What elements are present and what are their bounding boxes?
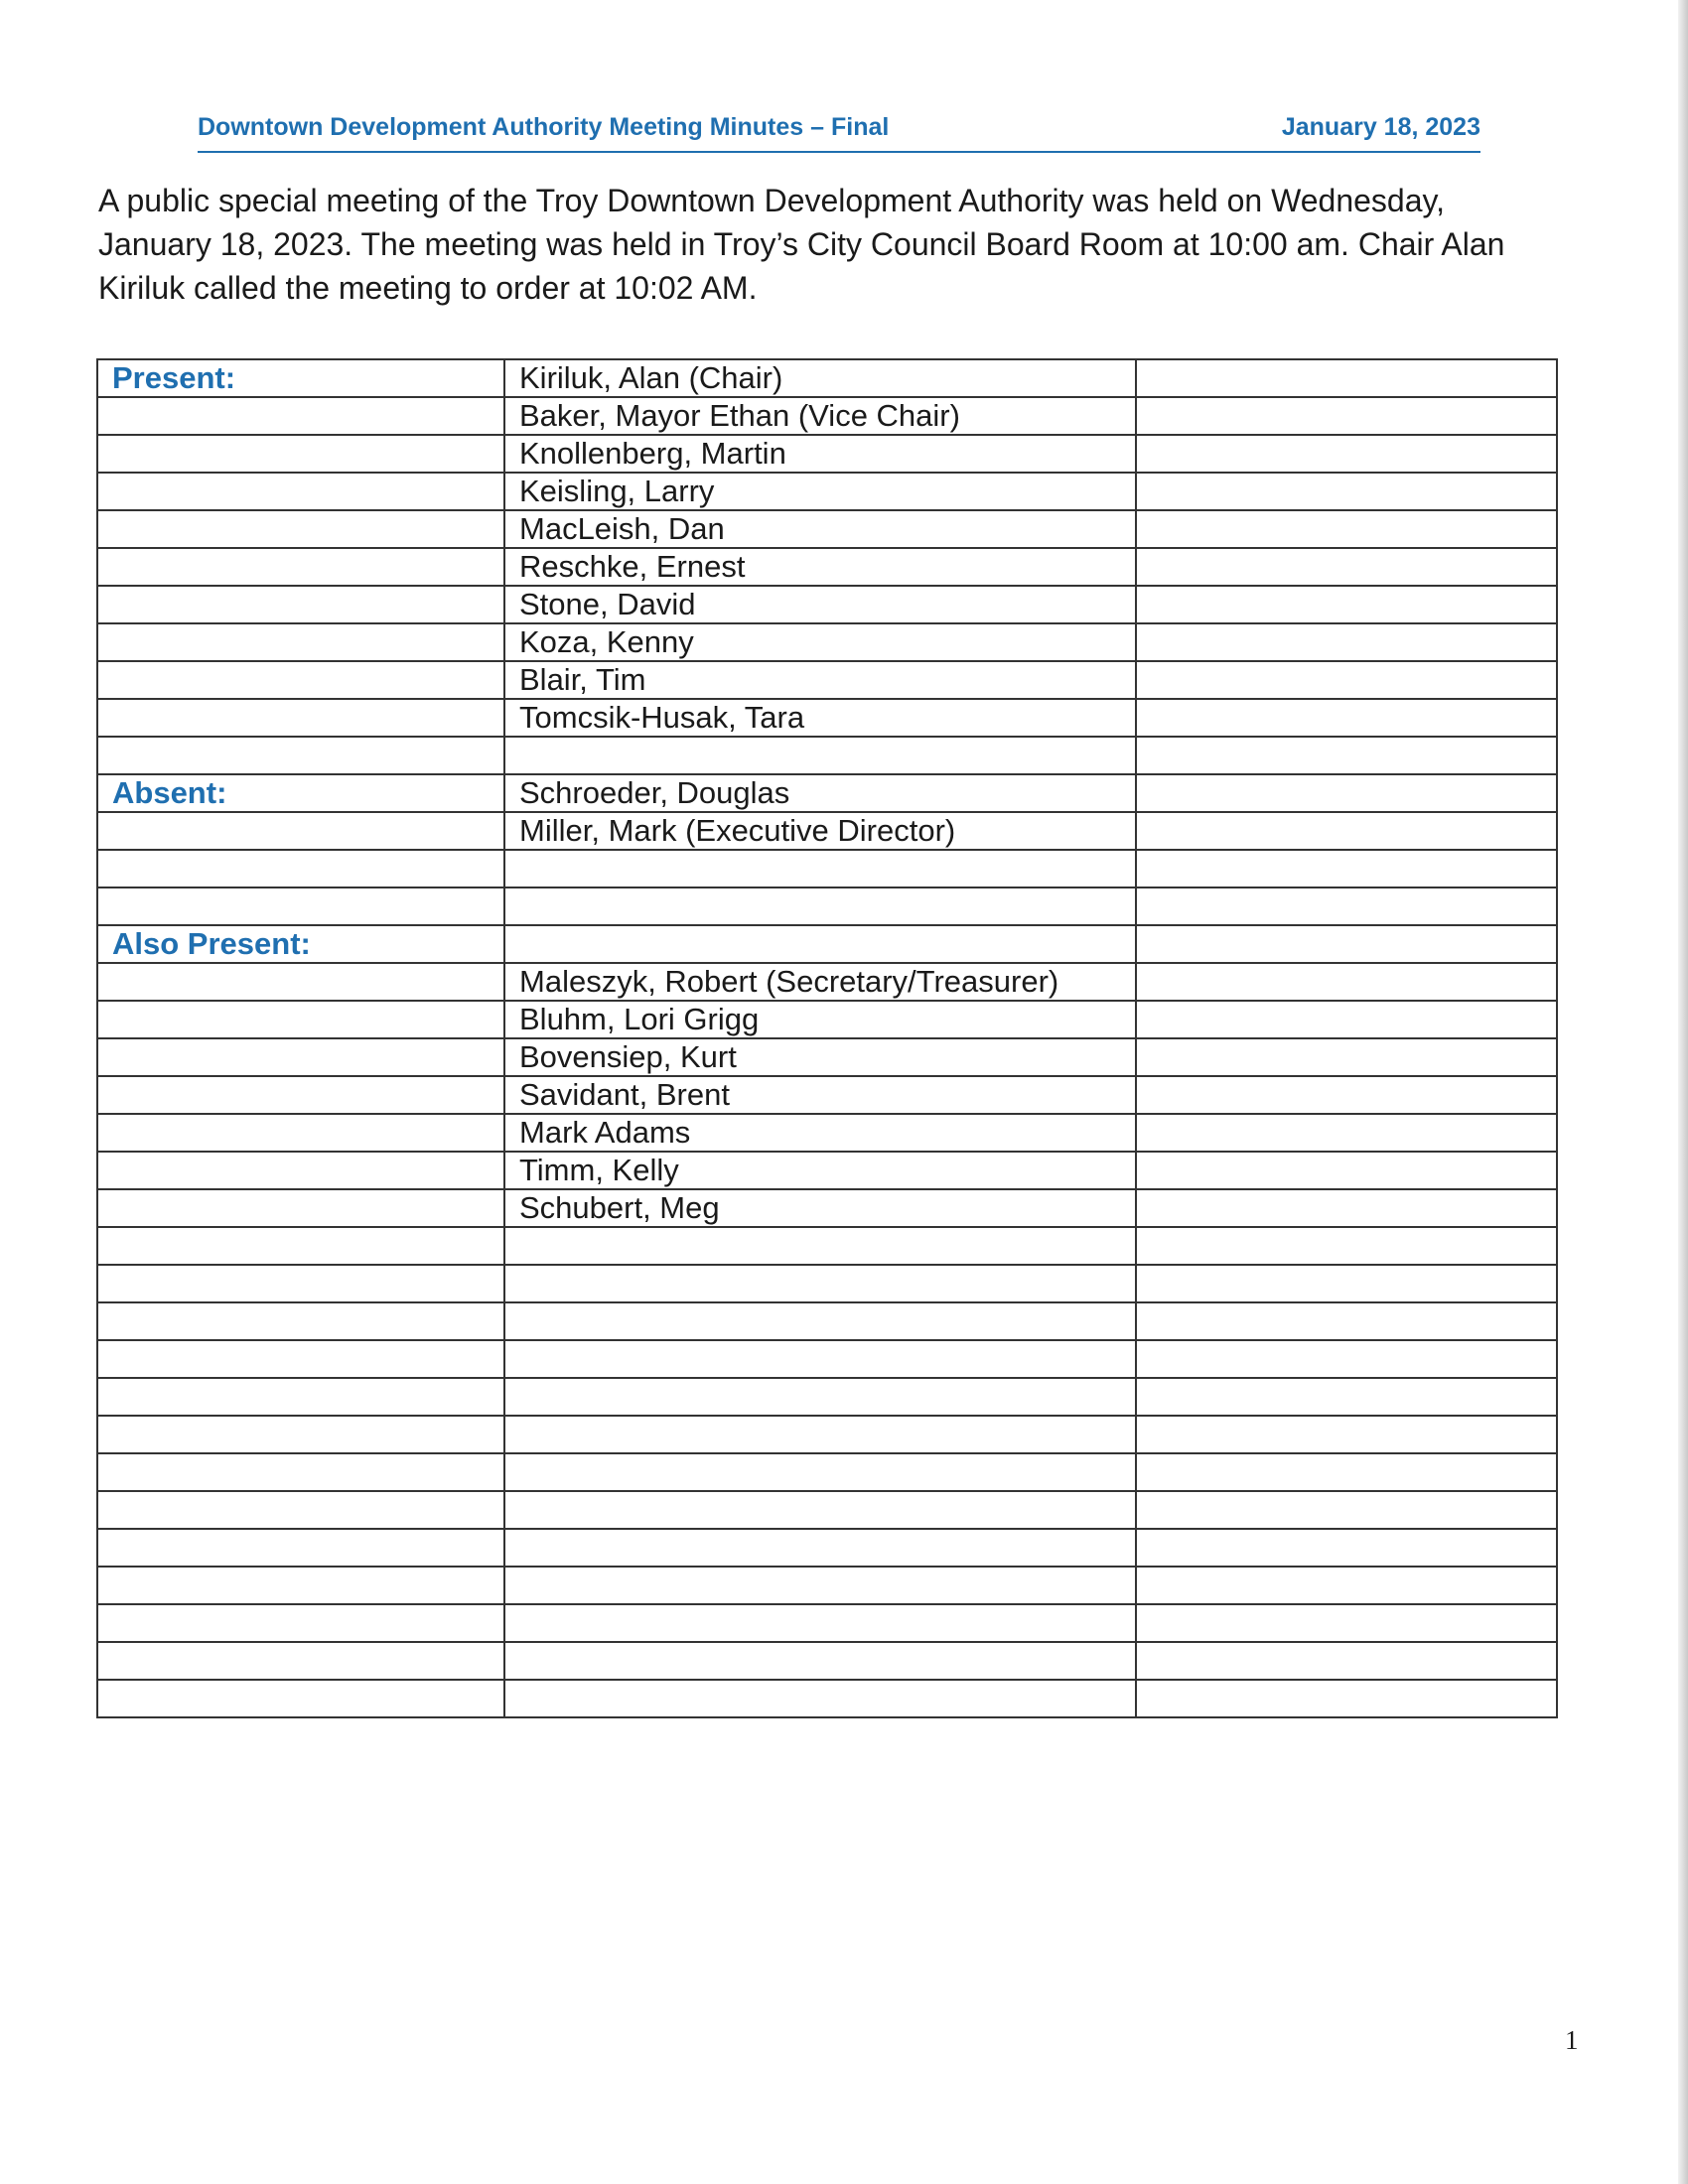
section-label-cell xyxy=(97,1114,504,1152)
table-row xyxy=(97,699,1557,737)
section-label-cell xyxy=(97,699,504,737)
table-row xyxy=(97,1038,1557,1076)
header-date: January 18, 2023 xyxy=(1281,113,1480,141)
table-row xyxy=(97,737,1557,774)
section-label-cell xyxy=(97,1152,504,1189)
section-label-cell xyxy=(97,850,504,887)
table-row xyxy=(97,473,1557,510)
notes-cell xyxy=(1136,435,1557,473)
notes-cell xyxy=(1136,699,1557,737)
attendee-name-cell xyxy=(504,925,1136,963)
section-label-cell xyxy=(97,1227,504,1265)
table-row xyxy=(97,1265,1557,1302)
section-label-cell xyxy=(97,661,504,699)
notes-cell xyxy=(1136,1227,1557,1265)
notes-cell xyxy=(1136,1302,1557,1340)
table-row xyxy=(97,850,1557,887)
table-row xyxy=(97,397,1557,435)
table-row xyxy=(97,887,1557,925)
table-row xyxy=(97,1642,1557,1680)
section-label-cell xyxy=(97,812,504,850)
table-row xyxy=(97,1189,1557,1227)
notes-cell xyxy=(1136,1453,1557,1491)
table-row xyxy=(97,1680,1557,1717)
notes-cell xyxy=(1136,925,1557,963)
notes-cell xyxy=(1136,737,1557,774)
table-row xyxy=(97,586,1557,623)
header-title: Downtown Development Authority Meeting Minutes – Final xyxy=(198,113,890,141)
notes-cell xyxy=(1136,1416,1557,1453)
section-label-cell xyxy=(97,963,504,1001)
attendee-name-cell xyxy=(504,1567,1136,1604)
table-row xyxy=(97,925,1557,963)
notes-cell xyxy=(1136,586,1557,623)
section-label-cell xyxy=(97,737,504,774)
table-row xyxy=(97,1453,1557,1491)
section-label-cell xyxy=(97,510,504,548)
section-label-cell xyxy=(97,887,504,925)
notes-cell xyxy=(1136,850,1557,887)
attendee-name-cell: Schroeder, Douglas xyxy=(504,774,1136,812)
attendee-name-cell xyxy=(504,1227,1136,1265)
table-row xyxy=(97,963,1557,1001)
notes-cell xyxy=(1136,359,1557,397)
notes-cell xyxy=(1136,473,1557,510)
intro-line: A public special meeting of the Troy Downtown Development Authority was held on Wednesday, xyxy=(98,183,1446,218)
section-label-cell: Absent: xyxy=(97,774,504,812)
table-row xyxy=(97,435,1557,473)
attendee-name-cell: Tomcsik-Husak, Tara xyxy=(504,699,1136,737)
notes-cell xyxy=(1136,623,1557,661)
notes-cell xyxy=(1136,812,1557,850)
attendance-table-body xyxy=(97,359,1557,1717)
intro-paragraph xyxy=(98,179,1588,310)
intro-line: Kiriluk called the meeting to order at 10:02 AM. xyxy=(98,270,758,306)
attendee-name-cell xyxy=(504,850,1136,887)
table-row xyxy=(97,359,1557,397)
notes-cell xyxy=(1136,1491,1557,1529)
notes-cell xyxy=(1136,963,1557,1001)
attendee-name-cell xyxy=(504,1416,1136,1453)
page-edge-shadow xyxy=(1678,0,1688,2184)
notes-cell xyxy=(1136,887,1557,925)
section-label-cell xyxy=(97,1604,504,1642)
section-label-cell xyxy=(97,1491,504,1529)
attendee-name-cell xyxy=(504,1680,1136,1717)
table-row xyxy=(97,1378,1557,1416)
section-label-cell xyxy=(97,1567,504,1604)
table-row xyxy=(97,661,1557,699)
section-label-cell: Present: xyxy=(97,359,504,397)
attendee-name-cell xyxy=(504,1302,1136,1340)
section-label-cell xyxy=(97,1076,504,1114)
section-label-cell xyxy=(97,623,504,661)
section-label-cell xyxy=(97,1680,504,1717)
attendee-name-cell xyxy=(504,1378,1136,1416)
section-label-cell xyxy=(97,1265,504,1302)
attendee-name-cell xyxy=(504,1529,1136,1567)
attendee-name-cell xyxy=(504,1604,1136,1642)
section-label-cell xyxy=(97,397,504,435)
notes-cell xyxy=(1136,1642,1557,1680)
notes-cell xyxy=(1136,1604,1557,1642)
section-label-cell xyxy=(97,586,504,623)
table-row xyxy=(97,1227,1557,1265)
notes-cell xyxy=(1136,1680,1557,1717)
attendee-name-cell xyxy=(504,887,1136,925)
attendee-name-cell: Timm, Kelly xyxy=(504,1152,1136,1189)
notes-cell xyxy=(1136,774,1557,812)
section-label-cell xyxy=(97,473,504,510)
attendee-name-cell xyxy=(504,1453,1136,1491)
attendee-name-cell xyxy=(504,1340,1136,1378)
notes-cell xyxy=(1136,1265,1557,1302)
table-row xyxy=(97,774,1557,812)
notes-cell xyxy=(1136,548,1557,586)
table-row xyxy=(97,812,1557,850)
notes-cell xyxy=(1136,1152,1557,1189)
notes-cell xyxy=(1136,1529,1557,1567)
intro-line: January 18, 2023. The meeting was held in Troy’s City Council Board Room at 10:00 am. Chair Alan xyxy=(98,226,1505,262)
table-row xyxy=(97,1302,1557,1340)
attendee-name-cell: Savidant, Brent xyxy=(504,1076,1136,1114)
section-label-cell xyxy=(97,1529,504,1567)
attendee-name-cell: Koza, Kenny xyxy=(504,623,1136,661)
attendee-name-cell: Mark Adams xyxy=(504,1114,1136,1152)
table-row xyxy=(97,1001,1557,1038)
attendee-name-cell: Kiriluk, Alan (Chair) xyxy=(504,359,1136,397)
attendee-name-cell: Miller, Mark (Executive Director) xyxy=(504,812,1136,850)
section-label-cell xyxy=(97,1038,504,1076)
table-row xyxy=(97,1076,1557,1114)
table-row xyxy=(97,1416,1557,1453)
attendee-name-cell: Knollenberg, Martin xyxy=(504,435,1136,473)
table-row xyxy=(97,623,1557,661)
notes-cell xyxy=(1136,1076,1557,1114)
table-row xyxy=(97,1604,1557,1642)
table-row xyxy=(97,510,1557,548)
section-label-cell: Also Present: xyxy=(97,925,504,963)
attendance-table xyxy=(96,358,1558,1718)
section-label-cell xyxy=(97,548,504,586)
section-label-cell xyxy=(97,1642,504,1680)
section-label-cell xyxy=(97,1189,504,1227)
attendee-name-cell: Keisling, Larry xyxy=(504,473,1136,510)
section-label-cell xyxy=(97,1378,504,1416)
section-label-cell xyxy=(97,1340,504,1378)
attendee-name-cell: Bovensiep, Kurt xyxy=(504,1038,1136,1076)
notes-cell xyxy=(1136,1340,1557,1378)
section-label-cell xyxy=(97,1302,504,1340)
notes-cell xyxy=(1136,1001,1557,1038)
notes-cell xyxy=(1136,510,1557,548)
table-row xyxy=(97,1529,1557,1567)
table-row xyxy=(97,548,1557,586)
attendee-name-cell: Reschke, Ernest xyxy=(504,548,1136,586)
attendee-name-cell: Schubert, Meg xyxy=(504,1189,1136,1227)
table-row xyxy=(97,1114,1557,1152)
attendee-name-cell: Maleszyk, Robert (Secretary/Treasurer) xyxy=(504,963,1136,1001)
table-row xyxy=(97,1340,1557,1378)
attendee-name-cell: Baker, Mayor Ethan (Vice Chair) xyxy=(504,397,1136,435)
attendee-name-cell xyxy=(504,1642,1136,1680)
attendee-name-cell: Stone, David xyxy=(504,586,1136,623)
section-label-cell xyxy=(97,1453,504,1491)
document-header xyxy=(198,111,1480,153)
page-number: 1 xyxy=(1565,2025,1579,2055)
table-row xyxy=(97,1152,1557,1189)
section-label-cell xyxy=(97,1001,504,1038)
notes-cell xyxy=(1136,1567,1557,1604)
attendee-name-cell: MacLeish, Dan xyxy=(504,510,1136,548)
attendee-name-cell xyxy=(504,1265,1136,1302)
notes-cell xyxy=(1136,1189,1557,1227)
attendee-name-cell xyxy=(504,1491,1136,1529)
table-row xyxy=(97,1567,1557,1604)
attendee-name-cell xyxy=(504,737,1136,774)
notes-cell xyxy=(1136,397,1557,435)
section-label-cell xyxy=(97,1416,504,1453)
attendee-name-cell: Bluhm, Lori Grigg xyxy=(504,1001,1136,1038)
notes-cell xyxy=(1136,661,1557,699)
notes-cell xyxy=(1136,1038,1557,1076)
notes-cell xyxy=(1136,1114,1557,1152)
section-label-cell xyxy=(97,435,504,473)
attendee-name-cell: Blair, Tim xyxy=(504,661,1136,699)
table-row xyxy=(97,1491,1557,1529)
notes-cell xyxy=(1136,1378,1557,1416)
